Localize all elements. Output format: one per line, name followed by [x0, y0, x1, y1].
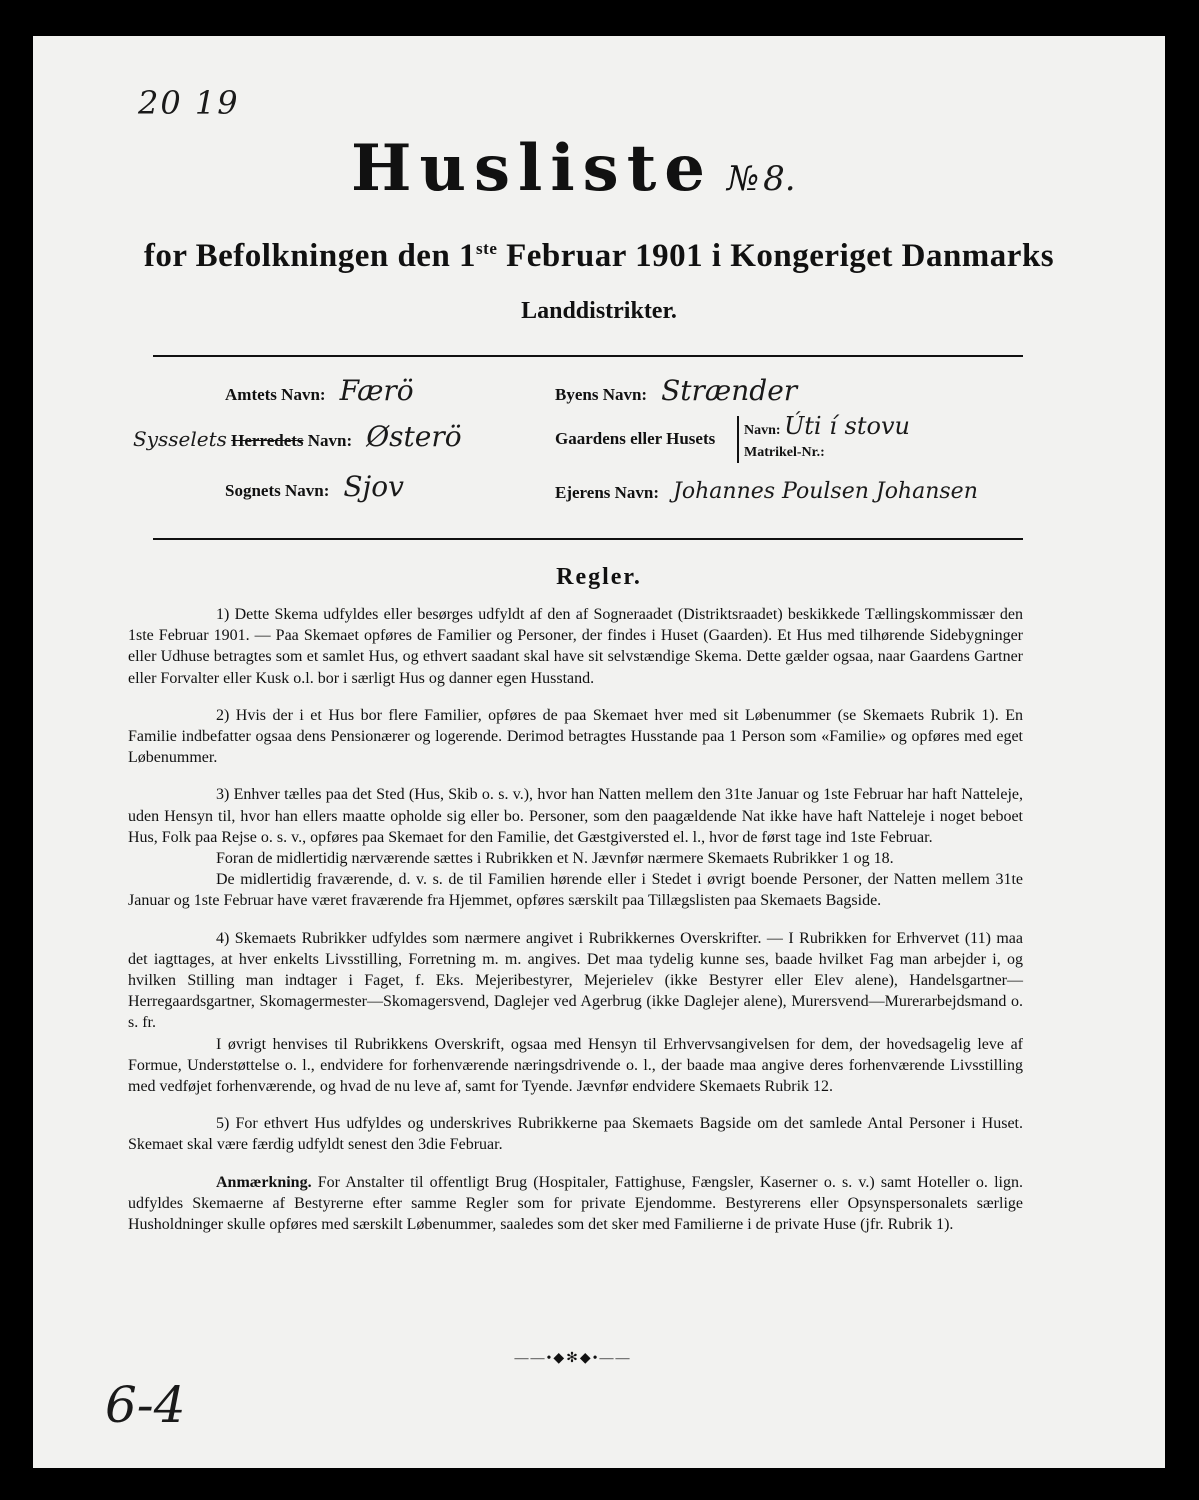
- navn-value: Úti í stovu: [784, 412, 910, 440]
- subtitle-pre: for Befolkningen den 1: [143, 238, 477, 274]
- house-number: 8.: [763, 159, 796, 199]
- ejer-label: Ejerens Navn:: [555, 483, 660, 502]
- herred-suffix: Navn:: [307, 431, 353, 450]
- navn-label: Navn:: [744, 423, 781, 438]
- sogn-value: Sjov: [343, 470, 404, 503]
- ejer-field: [555, 479, 978, 504]
- form-subtitle: [33, 238, 1165, 275]
- rule-4: 4) Skemaets Rubrikker udfyldes som nærmere angivet i Rubrikkernes Overskrifter. — I Rubrikken for Erhvervet (11) maa det iagttages, at hver enkelts Livsstilling, Forretning m. m. angives. Det maa tydelig kunne ses, baade hvilket Fag man arbejder i, og hvilken Stilling man indtager i Faget, f. Eks. Mejeribestyrer, Mejerielev (ikke Bestyrer eller Elev alene), Handelsgartner—Herregaardsgartner, Skomagermester—Skomagersvend, Daglejer ved Agerbrug (ikke Daglejer alene), Murersvend—Murerarbejdsmand o. s. fr.: [128, 929, 1023, 1032]
- form-district-type: Landdistrikter.: [521, 298, 677, 324]
- matrikel-label: Matrikel-Nr.:: [744, 445, 825, 460]
- annotation-text: For Anstalter til offentligt Brug (Hospitaler, Fattighuse, Fængsler, Kaserner o. s. v.) samt Hoteller o. lign. udfyldes Skemaerne af Bestyrerne efter samme Regler som for private Ejendomme. Bestyrerens eller Opsynspersonalets særlige Husholdninger skulle opføres med særskilt Løbenummer, saaledes som det sker med Familierne i de private Huse (jfr. Rubrik 1).: [128, 1173, 1023, 1234]
- gaard-bracket: [737, 412, 910, 463]
- by-value: Strænder: [661, 374, 798, 407]
- sysselets-handwritten: Sysselets: [133, 427, 227, 451]
- rule-4-note: I øvrigt henvises til Rubrikkens Overskrift, ogsaa med Hensyn til Erhvervsangivelsen for dem, der hovedsagelig leve af Formue, Understøttelse o. l., endvidere for forhenværende næringsdrivende o. l., der baade maa angive deres forhenværende Livsstilling med vedføjet forhenværende, og hvad de nu leve af, samt for Tyende. Jævnfør endvidere Skemaets Rubrik 12.: [128, 1035, 1023, 1096]
- bottom-handwritten-note: 6-4: [105, 1376, 186, 1434]
- form-title: Husliste: [351, 131, 713, 206]
- closing-ornament: ——•◆✻◆•——: [514, 1351, 632, 1366]
- corner-handwritten-number: 20 19: [138, 84, 240, 122]
- number-label: №: [726, 159, 760, 199]
- herred-value: Østerö: [366, 420, 462, 453]
- herred-field: [133, 420, 462, 453]
- rules-body: [128, 604, 1023, 1235]
- sogn-label: Sognets Navn:: [225, 481, 330, 500]
- rules-heading: Regler.: [556, 564, 642, 590]
- amt-field: [225, 374, 414, 407]
- census-form-page: [33, 36, 1165, 1468]
- amt-label: Amtets Navn:: [225, 385, 326, 404]
- subtitle-sup: ste: [476, 239, 498, 258]
- by-label: Byens Navn:: [555, 385, 648, 404]
- fields-divider: [153, 538, 1023, 540]
- sogn-field: [225, 470, 404, 503]
- rule-1: 1) Dette Skema udfyldes eller besørges udfyldt af den af Sogneraadet (Distriktsraadet) beskikkede Tællingskommissær den 1ste Februar 1901. — Paa Skemaet opføres de Familier og Personer, der findes i Huset (Gaarden). Et Hus med tilhørende Sidebygninger eller Udhuse betragtes som et samlet Hus, og ethvert saadant skal have sit selvstændige Skema. Dette gælder ogsaa, naar Gaardens Gartner eller Forvalter eller Kusk o.l. bor i særligt Hus og danner egen Husstand.: [128, 606, 1023, 687]
- top-divider: [153, 355, 1023, 357]
- rule-3-note-absent: De midlertidig fraværende, d. v. s. de til Familien hørende eller i Stedet i øvrigt boende Personer, der Natten mellem 31te Januar og 1ste Februar have været fraværende fra Hjemmet, opføres særskilt paa Tillægslisten paa Skemaets Bagside.: [128, 871, 1023, 910]
- rule-2: 2) Hvis der i et Hus bor flere Familier, opføres de paa Skemaet hver med sit Løbenummer (se Skemaets Rubrik 1). En Familie indbefatter ogsaa dens Pensionærer og logerende. Derimod betragtes Husstande paa 1 Person som «Familie» og opføres med eget Løbenummer.: [128, 706, 1023, 767]
- subtitle-post: Februar 1901 i Kongeriget Danmarks: [497, 238, 1055, 274]
- gaard-field: [555, 429, 715, 449]
- herredets-label: Herredets: [231, 431, 304, 450]
- annotation: [128, 1172, 1023, 1236]
- rule-3: 3) Enhver tælles paa det Sted (Hus, Skib o. s. v.), hvor han Natten mellem den 31te Januar og 1ste Februar har haft Natteleje, uden Hensyn til, hvor han ellers maatte opholde sig eller bo. Personer, som den paagældende Nat ikke have haft Natteleje i noget beboet Hus, Folk paa Rejse o. s. v., opføres paa Skemaet for den Familie, det Gæstgiversted el. l., hvor de først tage ind 1ste Februar.: [128, 786, 1023, 846]
- by-field: [555, 374, 797, 407]
- rule-5: 5) For ethvert Hus udfyldes og underskrives Rubrikkerne paa Skemaets Bagside om det samlede Antal Personer i Huset. Skemaet skal være færdig udfyldt senest den 3die Februar.: [128, 1115, 1023, 1154]
- amt-value: Færö: [339, 374, 414, 407]
- annotation-label: Anmærkning.: [216, 1173, 312, 1191]
- form-title-block: [351, 131, 951, 206]
- gaard-label: Gaardens eller Husets: [555, 429, 716, 448]
- ejer-value: Johannes Poulsen Johansen: [673, 479, 978, 504]
- rule-3-note-n: Foran de midlertidig nærværende sættes i Rubrikken et N. Jævnfør nærmere Skemaets Rubrikker 1 og 18.: [216, 850, 894, 868]
